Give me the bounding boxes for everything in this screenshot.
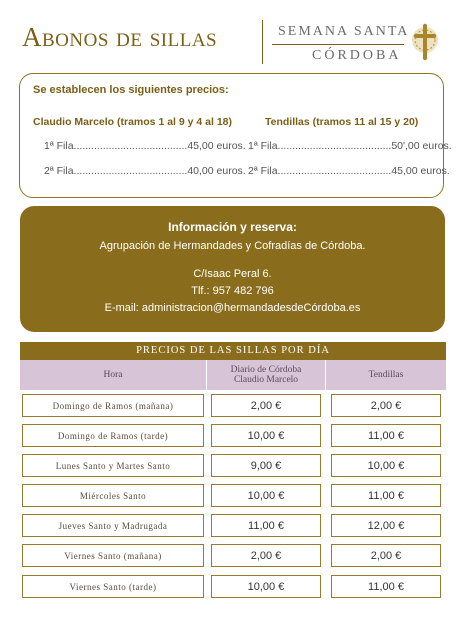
header-diario-line2: Claudio Marcelo [233, 375, 299, 385]
logo-text-line1: SEMANA SANTA [278, 24, 410, 39]
info-title: Información y reserva: [168, 220, 297, 234]
table-row [20, 575, 446, 598]
logo-rule [272, 44, 404, 45]
tendillas-price-row2: 2ª Fila.......................................45,00 euros. [248, 165, 450, 177]
info-section [20, 206, 445, 332]
claudio-marcelo-price-row1: 1ª Fila.......................................45,00 euros. [44, 140, 246, 152]
table-title: PRECIOS DE LAS SILLAS POR DÍA [20, 342, 446, 360]
info-organization: Agrupación de Hermandades y Cofradías de Córdoba. [99, 240, 366, 252]
semana-santa-logo [262, 14, 452, 64]
header-tendillas: Tendillas [368, 370, 404, 380]
table-row [20, 544, 446, 567]
row-hora: Viernes Santo (mañana) [22, 544, 204, 567]
row-tendillas-price: 11,00 € [331, 575, 441, 598]
row-diario-price: 2,00 € [211, 544, 321, 567]
header-diario-line1: Diario de Córdoba [230, 365, 302, 375]
row-hora: Miércoles Santo [22, 484, 204, 507]
claudio-marcelo-price-row2: 2ª Fila.......................................40,00 euros. [44, 165, 246, 177]
table-row [20, 514, 446, 537]
table-row [20, 394, 446, 417]
row-hora: Domingo de Ramos (tarde) [22, 424, 204, 447]
prices-table [20, 342, 446, 624]
row-tendillas-price: 12,00 € [331, 514, 441, 537]
page-title: Abonos de sillas [22, 22, 218, 52]
tendillas-price-row1: 1ª Fila.......................................50',00 euros. [248, 140, 452, 152]
page-header [0, 0, 466, 62]
table-header-row [20, 360, 446, 390]
header-diario [207, 360, 325, 390]
row-diario-price: 10,00 € [211, 424, 321, 447]
logo-text-line2: CÓRDOBA [312, 48, 402, 63]
info-phone: Tlf.: 957 482 796 [191, 285, 274, 297]
row-diario-price: 10,00 € [211, 484, 321, 507]
row-hora: Viernes Santo (tarde) [22, 575, 204, 598]
table-row [20, 454, 446, 477]
tendillas-title: Tendillas (tramos 11 al 15 y 20) [265, 116, 419, 128]
row-hora: Jueves Santo y Madrugada [22, 514, 204, 537]
row-tendillas-price: 2,00 € [331, 394, 441, 417]
row-tendillas-price: 10,00 € [331, 454, 441, 477]
prices-section [19, 73, 452, 198]
row-tendillas-price: 11,00 € [331, 484, 441, 507]
info-address: C/Isaac Peral 6. [193, 268, 272, 280]
row-tendillas-price: 2,00 € [331, 544, 441, 567]
row-diario-price: 10,00 € [211, 575, 321, 598]
row-hora: Lunes Santo y Martes Santo [22, 454, 204, 477]
row-tendillas-price: 11,00 € [331, 424, 441, 447]
header-hora: Hora [103, 370, 123, 380]
info-email: E-mail: administracion@hermandadesdeCórdoba.es [104, 302, 361, 314]
table-row [20, 424, 446, 447]
claudio-marcelo-title: Claudio Marcelo (tramos 1 al 9 y 4 al 18) [33, 116, 232, 128]
prices-heading: Se establecen los siguientes precios: [33, 84, 229, 96]
row-hora: Domingo de Ramos (mañana) [22, 394, 204, 417]
row-diario-price: 2,00 € [211, 394, 321, 417]
row-diario-price: 9,00 € [211, 454, 321, 477]
table-row [20, 484, 446, 507]
logo-divider [262, 20, 263, 64]
cross-icon [410, 22, 440, 62]
row-diario-price: 11,00 € [211, 514, 321, 537]
